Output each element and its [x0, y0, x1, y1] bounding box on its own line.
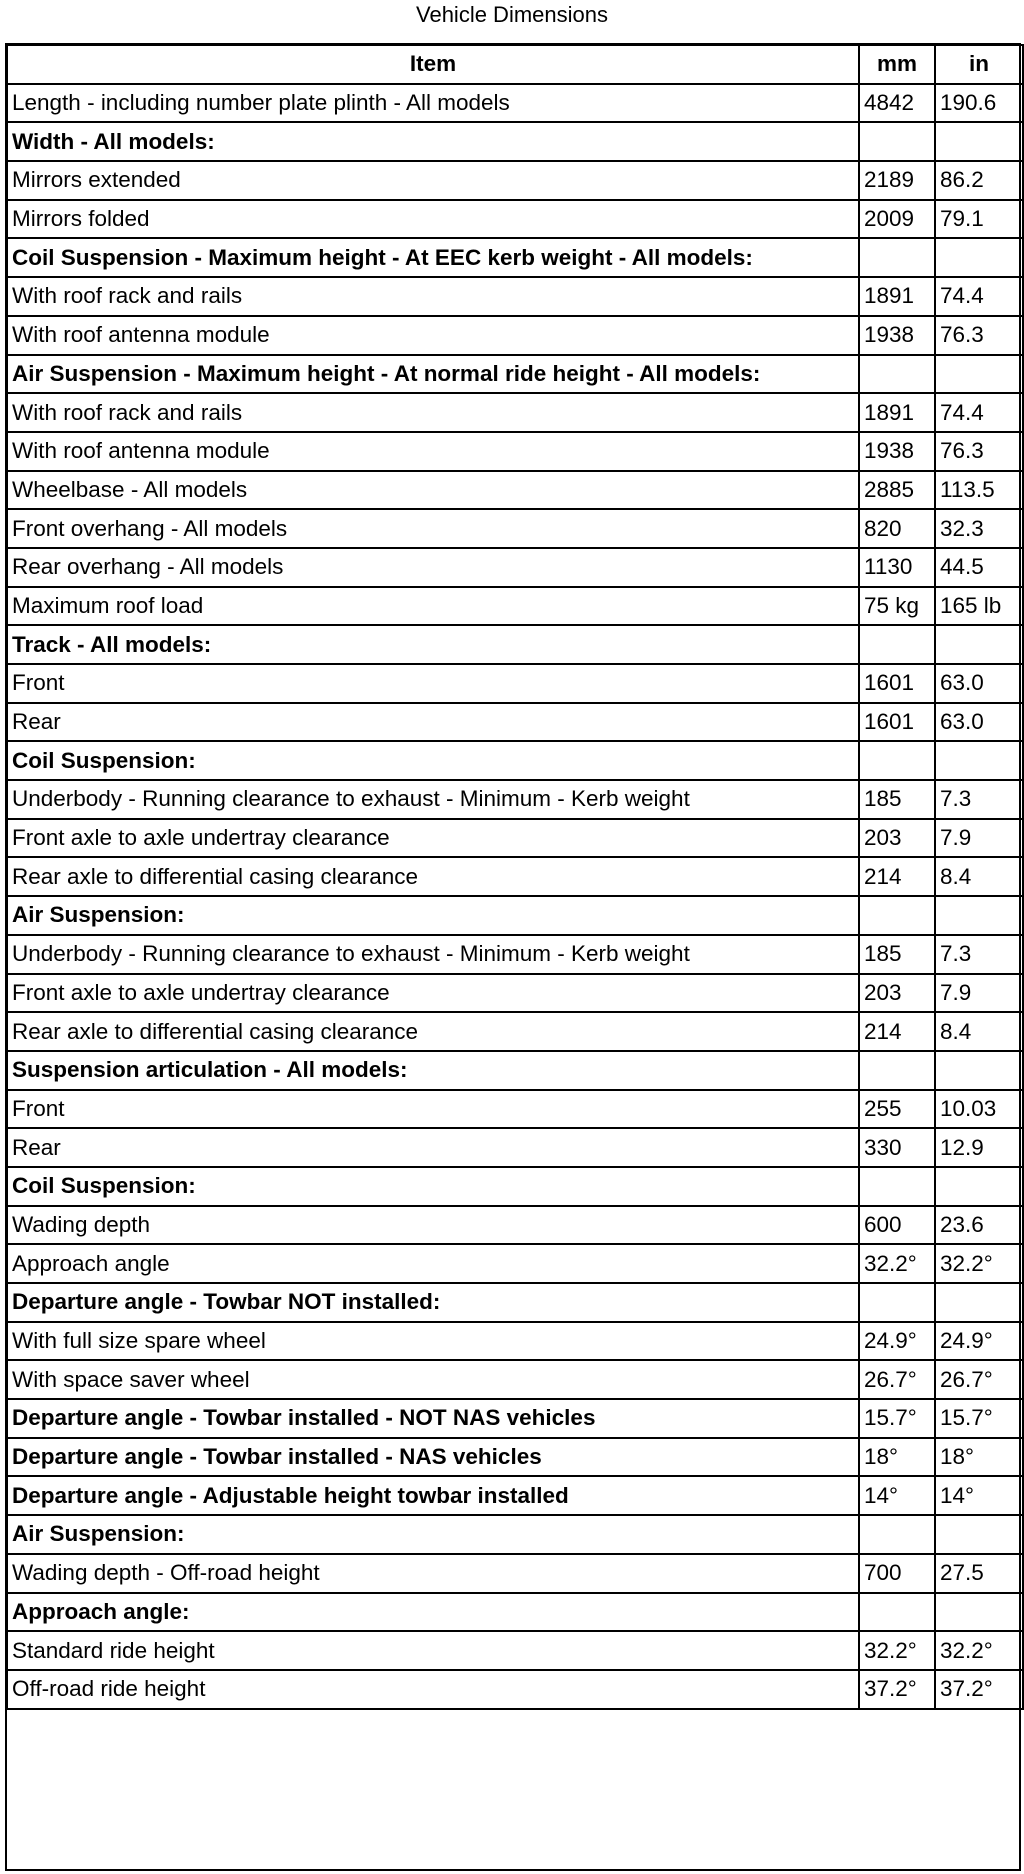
table-group-row: [7, 355, 1023, 394]
table-row: [7, 819, 1023, 858]
row-value-mm: 75 kg: [859, 587, 935, 626]
table-header-row: [7, 45, 1023, 84]
table-row: [7, 509, 1023, 548]
row-value-mm: [859, 1051, 935, 1090]
row-label: Underbody - Running clearance to exhaust - Minimum - Kerb weight: [7, 780, 859, 819]
row-label: Mirrors folded: [7, 200, 859, 239]
row-label: Maximum roof load: [7, 587, 859, 626]
table-row: [7, 161, 1023, 200]
page-title: Vehicle Dimensions: [416, 2, 608, 27]
row-label: Wheelbase - All models: [7, 471, 859, 510]
table-group-row: [7, 238, 1023, 277]
row-label: Front axle to axle undertray clearance: [7, 974, 859, 1013]
row-value-mm: 1891: [859, 277, 935, 316]
table-row: [7, 1476, 1023, 1515]
row-value-in: [935, 238, 1023, 277]
row-value-in: [935, 1593, 1023, 1632]
table-group-row: [7, 1515, 1023, 1554]
row-label: Approach angle: [7, 1244, 859, 1283]
row-value-mm: [859, 1593, 935, 1632]
table-row: [7, 1670, 1023, 1709]
row-value-mm: 185: [859, 935, 935, 974]
row-value-in: 76.3: [935, 432, 1023, 471]
row-label: Departure angle - Towbar installed - NAS vehicles: [7, 1438, 859, 1477]
row-label: With full size spare wheel: [7, 1322, 859, 1361]
table-row: [7, 1128, 1023, 1167]
row-value-mm: 203: [859, 974, 935, 1013]
table-row: [7, 664, 1023, 703]
row-label: Departure angle - Towbar installed - NOT NAS vehicles: [7, 1399, 859, 1438]
row-value-mm: 15.7°: [859, 1399, 935, 1438]
row-label: With roof rack and rails: [7, 277, 859, 316]
row-value-mm: 14°: [859, 1476, 935, 1515]
row-value-in: 7.3: [935, 780, 1023, 819]
row-value-mm: 330: [859, 1128, 935, 1167]
row-value-in: 37.2°: [935, 1670, 1023, 1709]
row-value-mm: 18°: [859, 1438, 935, 1477]
row-value-mm: [859, 1167, 935, 1206]
row-label: Rear axle to differential casing clearance: [7, 1012, 859, 1051]
table-group-row: [7, 1167, 1023, 1206]
table-group-row: [7, 896, 1023, 935]
table-row: [7, 1399, 1023, 1438]
table-row: [7, 316, 1023, 355]
row-value-in: 74.4: [935, 277, 1023, 316]
row-value-mm: 4842: [859, 84, 935, 123]
row-label: With space saver wheel: [7, 1360, 859, 1399]
row-value-mm: 32.2°: [859, 1244, 935, 1283]
row-value-mm: 203: [859, 819, 935, 858]
row-value-in: [935, 122, 1023, 161]
row-value-in: 74.4: [935, 393, 1023, 432]
row-label: Width - All models:: [7, 122, 859, 161]
table-row: [7, 471, 1023, 510]
row-value-in: 18°: [935, 1438, 1023, 1477]
row-label: With roof antenna module: [7, 316, 859, 355]
row-label: Air Suspension - Maximum height - At normal ride height - All models:: [7, 355, 859, 394]
column-header-mm: mm: [859, 45, 935, 84]
row-value-mm: 255: [859, 1090, 935, 1129]
row-value-in: [935, 1167, 1023, 1206]
row-value-in: 79.1: [935, 200, 1023, 239]
row-label: Departure angle - Towbar NOT installed:: [7, 1283, 859, 1322]
row-value-in: 32.2°: [935, 1631, 1023, 1670]
row-label: Front: [7, 1090, 859, 1129]
row-value-in: 32.3: [935, 509, 1023, 548]
row-value-mm: 600: [859, 1206, 935, 1245]
row-value-in: 24.9°: [935, 1322, 1023, 1361]
table-row: [7, 200, 1023, 239]
row-value-mm: 185: [859, 780, 935, 819]
row-value-mm: [859, 1515, 935, 1554]
table-row: [7, 935, 1023, 974]
table-group-row: [7, 1051, 1023, 1090]
row-value-in: 26.7°: [935, 1360, 1023, 1399]
table-body: [7, 84, 1023, 1709]
row-label: Departure angle - Adjustable height towbar installed: [7, 1476, 859, 1515]
table-row: [7, 548, 1023, 587]
row-label: Air Suspension:: [7, 896, 859, 935]
row-value-in: 7.9: [935, 819, 1023, 858]
row-value-in: 63.0: [935, 664, 1023, 703]
row-value-in: 63.0: [935, 703, 1023, 742]
row-label: Rear: [7, 1128, 859, 1167]
row-label: With roof antenna module: [7, 432, 859, 471]
row-value-mm: [859, 896, 935, 935]
row-label: With roof rack and rails: [7, 393, 859, 432]
column-header-in: in: [935, 45, 1023, 84]
table-group-row: [7, 625, 1023, 664]
table-row: [7, 587, 1023, 626]
row-label: Rear overhang - All models: [7, 548, 859, 587]
row-label: Coil Suspension:: [7, 1167, 859, 1206]
row-value-in: 32.2°: [935, 1244, 1023, 1283]
row-label: Front overhang - All models: [7, 509, 859, 548]
row-value-in: 44.5: [935, 548, 1023, 587]
table-row: [7, 857, 1023, 896]
table-row: [7, 1090, 1023, 1129]
table-row: [7, 1360, 1023, 1399]
row-value-mm: 1601: [859, 703, 935, 742]
row-value-in: 8.4: [935, 1012, 1023, 1051]
row-value-in: [935, 896, 1023, 935]
row-label: Rear axle to differential casing clearance: [7, 857, 859, 896]
row-value-mm: [859, 238, 935, 277]
row-value-in: [935, 741, 1023, 780]
row-label: Wading depth - Off-road height: [7, 1554, 859, 1593]
row-value-in: 7.3: [935, 935, 1023, 974]
row-value-mm: 1938: [859, 316, 935, 355]
row-value-in: [935, 625, 1023, 664]
row-value-in: 10.03: [935, 1090, 1023, 1129]
table-row: [7, 1554, 1023, 1593]
table-row: [7, 1012, 1023, 1051]
table-row: [7, 780, 1023, 819]
row-value-mm: [859, 625, 935, 664]
row-label: Off-road ride height: [7, 1670, 859, 1709]
table-row: [7, 432, 1023, 471]
table-group-row: [7, 741, 1023, 780]
row-label: Coil Suspension:: [7, 741, 859, 780]
row-value-in: 12.9: [935, 1128, 1023, 1167]
table-row: [7, 1206, 1023, 1245]
row-value-in: 190.6: [935, 84, 1023, 123]
table-row: [7, 84, 1023, 123]
row-value-in: 14°: [935, 1476, 1023, 1515]
row-value-mm: 2009: [859, 200, 935, 239]
row-label: Length - including number plate plinth - All models: [7, 84, 859, 123]
row-value-in: [935, 1515, 1023, 1554]
row-value-mm: [859, 741, 935, 780]
row-value-mm: 24.9°: [859, 1322, 935, 1361]
row-value-mm: 2189: [859, 161, 935, 200]
row-value-mm: 37.2°: [859, 1670, 935, 1709]
row-value-in: [935, 1283, 1023, 1322]
row-value-in: 76.3: [935, 316, 1023, 355]
row-label: Suspension articulation - All models:: [7, 1051, 859, 1090]
row-value-mm: 1130: [859, 548, 935, 587]
table-group-row: [7, 1283, 1023, 1322]
row-label: Coil Suspension - Maximum height - At EEC kerb weight - All models:: [7, 238, 859, 277]
row-value-in: [935, 355, 1023, 394]
row-value-mm: [859, 122, 935, 161]
table-row: [7, 1631, 1023, 1670]
table-row: [7, 1438, 1023, 1477]
row-value-in: 15.7°: [935, 1399, 1023, 1438]
row-label: Front: [7, 664, 859, 703]
table-row: [7, 393, 1023, 432]
row-label: Front axle to axle undertray clearance: [7, 819, 859, 858]
row-value-mm: [859, 1283, 935, 1322]
row-value-mm: 26.7°: [859, 1360, 935, 1399]
row-value-in: [935, 1051, 1023, 1090]
row-value-mm: [859, 355, 935, 394]
row-value-mm: 2885: [859, 471, 935, 510]
table-row: [7, 974, 1023, 1013]
table-row: [7, 277, 1023, 316]
row-value-mm: 214: [859, 1012, 935, 1051]
row-label: Air Suspension:: [7, 1515, 859, 1554]
row-label: Approach angle:: [7, 1593, 859, 1632]
row-value-mm: 1938: [859, 432, 935, 471]
row-value-mm: 32.2°: [859, 1631, 935, 1670]
row-label: Standard ride height: [7, 1631, 859, 1670]
row-value-in: 7.9: [935, 974, 1023, 1013]
dimensions-table: [6, 44, 1024, 1710]
row-value-mm: 1601: [859, 664, 935, 703]
row-label: Track - All models:: [7, 625, 859, 664]
row-value-mm: 214: [859, 857, 935, 896]
table-group-row: [7, 1593, 1023, 1632]
row-value-in: 165 lb: [935, 587, 1023, 626]
row-label: Underbody - Running clearance to exhaust - Minimum - Kerb weight: [7, 935, 859, 974]
row-value-in: 23.6: [935, 1206, 1023, 1245]
column-header-item: Item: [7, 45, 859, 84]
table-row: [7, 703, 1023, 742]
table-group-row: [7, 122, 1023, 161]
row-label: Rear: [7, 703, 859, 742]
row-value-in: 86.2: [935, 161, 1023, 200]
row-value-mm: 1891: [859, 393, 935, 432]
row-value-mm: 700: [859, 1554, 935, 1593]
row-value-in: 27.5: [935, 1554, 1023, 1593]
row-label: Wading depth: [7, 1206, 859, 1245]
row-label: Mirrors extended: [7, 161, 859, 200]
table-row: [7, 1244, 1023, 1283]
row-value-in: 113.5: [935, 471, 1023, 510]
table-row: [7, 1322, 1023, 1361]
row-value-in: 8.4: [935, 857, 1023, 896]
row-value-mm: 820: [859, 509, 935, 548]
